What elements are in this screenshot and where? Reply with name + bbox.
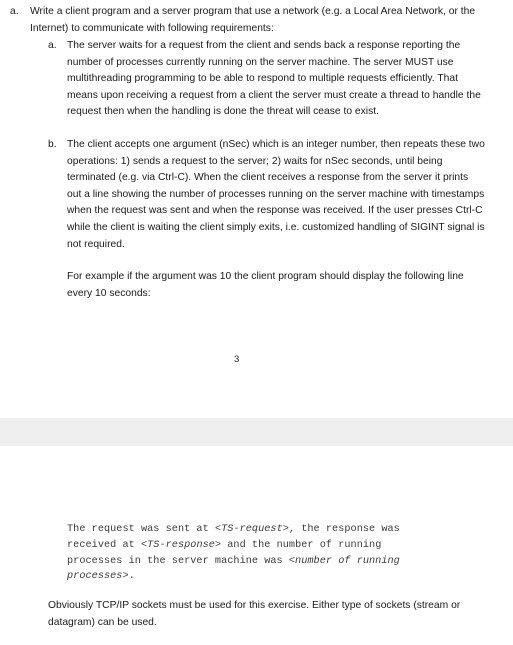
ts-response-placeholder: <TS-response>	[140, 539, 222, 551]
example-intro: For example if the argument was 10 the client program should display the following line every 10 seconds:	[67, 271, 464, 299]
output-line-1: The request was sent at <TS-request>, the response was	[67, 524, 400, 535]
page-number: 3	[234, 354, 240, 365]
item-b-text: The client accepts one argument (nSec) which is an integer number, then repeats these two operations: 1) sends a request to the server; 2) waits for nSec seconds, until being terminated (e.g. via Ctrl-C). When the client receives a response from the server it prints out a line showing the number of processes running on the server machine with timestamps when the request was sent and when the response was received. If the user presses Ctrl-C while the client is waiting the client simply exits, i.e. customized handling of SIGINT signal is not required.	[67, 139, 485, 250]
item-a-text: The server waits for a request from the client and sends back a response reporting the number of processes currently running on the server machine. The server MUST use multithreading programming to be able to respond to multiple requests efficiently. That means upon receiving a request from a client the server must create a thread to handle the request then when the handling is done the threat will cease to exist.	[67, 40, 481, 118]
output-line-4: processes>.	[67, 571, 135, 583]
closing-text: Obviously TCP/IP sockets must be used for this exercise. Either type of sockets (stream or datagram) can be used.	[48, 600, 461, 628]
output-line-3: processes in the server machine was <number of running	[67, 555, 400, 567]
item-a-marker: a.	[48, 40, 57, 51]
question-marker: a.	[10, 6, 19, 17]
page-separator	[0, 418, 513, 446]
output-line-2: received at <TS-response> and the number of running	[67, 539, 382, 551]
question-text: Write a client program and a server program that use a network (e.g. a Local Area Network, or the Internet) to communicate with following requirements:	[30, 6, 476, 34]
num-processes-placeholder: <number of running	[288, 555, 400, 567]
item-b-marker: b.	[48, 139, 57, 150]
output-example	[67, 522, 467, 585]
ts-request-placeholder: <TS-request>	[214, 524, 289, 535]
page-bottom	[0, 446, 513, 645]
